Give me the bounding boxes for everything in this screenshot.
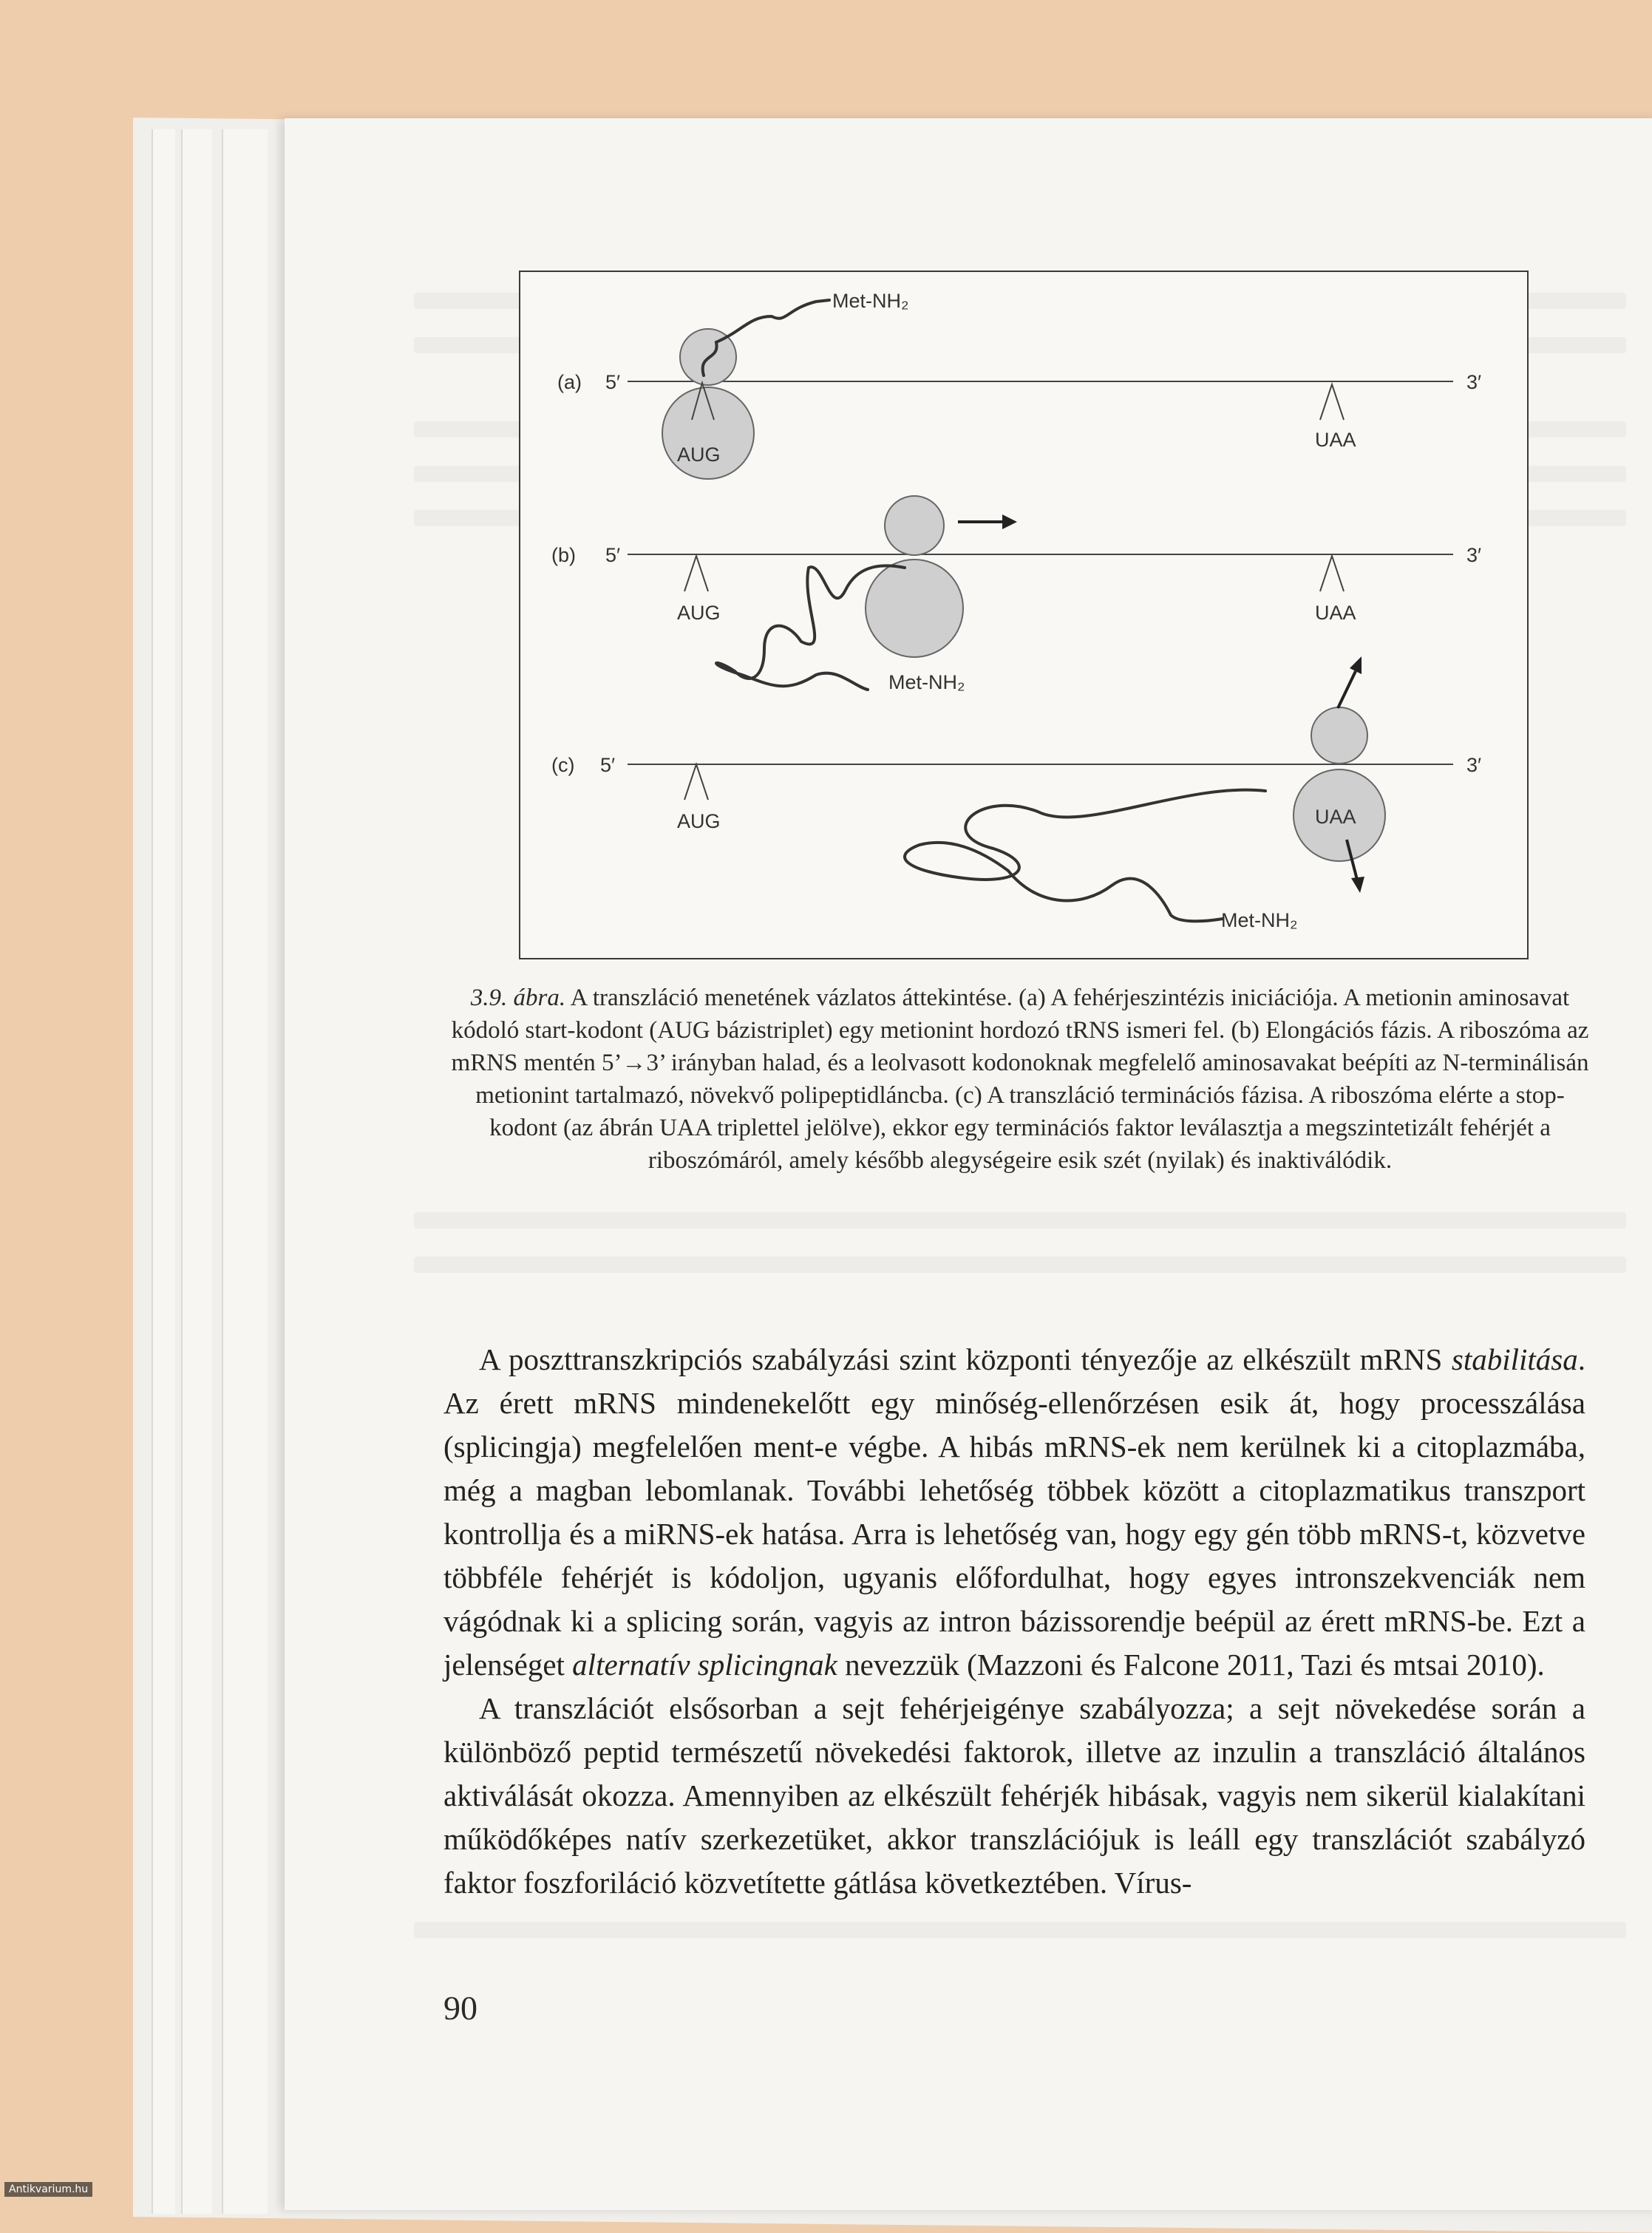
three-prime-label: 3′	[1466, 371, 1482, 393]
stop-codon-label: UAA	[1315, 429, 1356, 451]
stop-codon-mark	[1320, 556, 1344, 591]
dissociation-arrow-up	[1338, 671, 1356, 708]
text-run: nevezzük (Mazzoni és Falcone 2011, Tazi és mtsai 2010).	[837, 1648, 1545, 1682]
row-a	[557, 290, 1481, 479]
page-edge	[181, 129, 212, 2214]
aug-codon-mark	[684, 764, 708, 800]
figure-label: 3.9. ábra.	[470, 985, 566, 1011]
show-through	[414, 1922, 1626, 1938]
ribosome-small-subunit	[885, 496, 944, 555]
start-codon-label: AUG	[677, 602, 721, 624]
page-number: 90	[443, 1989, 477, 2027]
peptide-label: Met-NH₂	[1221, 909, 1298, 931]
peptide-label: Met-NH₂	[888, 671, 965, 693]
ribosome-small-subunit	[1311, 707, 1367, 764]
three-prime-label: 3′	[1466, 544, 1482, 566]
paragraph: A transzlációt elsősorban a sejt fehérjeigénye szabályozza; a sejt növekedése során a különböző peptid természetű növekedési faktorok, illetve az inzulin a transzláció általános aktiválását okozza. Amennyiben az elkészült fehérjék hibásak, vagyis nem sikerül kialakítani működőképes natív szerkezetüket, akkor transzlációjuk is leáll egy transzlációt szabályzó faktor foszforiláció közvetítette gátlása következtében. Vírus-	[443, 1691, 1585, 1900]
aug-codon-mark	[684, 556, 708, 591]
five-prime-label: 5′	[600, 754, 616, 776]
paragraph	[443, 1338, 1585, 1687]
text-run: A poszttranszkripciós szabályzási szint központi tényezője az elkészült mRNS	[479, 1342, 1452, 1376]
row-label: (b)	[551, 544, 576, 566]
start-codon-label: AUG	[677, 443, 721, 466]
show-through	[414, 1257, 1626, 1273]
five-prime-label: 5′	[605, 544, 621, 566]
figure-caption	[443, 982, 1597, 1177]
translation-diagram	[520, 272, 1527, 958]
translation-figure	[519, 271, 1529, 959]
peptide-label: Met-NH₂	[832, 290, 909, 312]
watermark: Antikvarium.hu	[4, 2182, 92, 2197]
row-b	[551, 496, 1481, 693]
stop-codon-label: UAA	[1315, 602, 1356, 624]
five-prime-label: 5′	[605, 371, 621, 393]
page-edge	[152, 129, 175, 2214]
start-codon-label: AUG	[677, 810, 721, 832]
arrow-head	[1002, 514, 1017, 529]
body-text	[443, 1338, 1585, 1905]
emphasis: stabilitása	[1451, 1342, 1578, 1376]
row-label: (c)	[551, 754, 575, 776]
emphasis: alternatív splicingnak	[572, 1648, 837, 1682]
arrow-head	[1351, 877, 1364, 893]
row-label: (a)	[557, 371, 582, 393]
show-through	[414, 1212, 1626, 1228]
stop-codon-mark	[1320, 384, 1344, 420]
caption-text: A transzláció menetének vázlatos áttekintése. (a) A fehérjeszintézis iniciációja. A metionin aminosavat kódoló start-kodont (AUG bázistriplet) egy metionint hordozó tRNS ismeri fel. (b) Elongációs fázis. A riboszóma az mRNS mentén 5’→3’ irányban halad, és a leolvasott kodonoknak megfelelő aminosavakat beépíti az N-terminálisán metionint tartalmazó, növekvő polipeptidláncba. (c) A transzláció terminációs fázisa. A riboszóma elérte a stop-kodont (az ábrán UAA triplettel jelölve), ekkor egy terminációs faktor leválasztja a megszintetizált fehérjét a riboszómáról, amely később alegységeire esik szét (nyilak) és inaktiválódik.	[451, 985, 1589, 1174]
ribosome-large-subunit	[866, 560, 963, 657]
released-peptide-chain	[905, 790, 1265, 922]
three-prime-label: 3′	[1466, 754, 1482, 776]
page-edge	[222, 129, 268, 2214]
row-c	[551, 656, 1481, 931]
stop-codon-label: UAA	[1315, 806, 1356, 828]
text-run: . Az érett mRNS mindenekelőtt egy minőség-ellenőrzésen esik át, hogy processzálása (splicingja) megfelelően ment-e végbe. A hibás mRNS-ek nem kerülnek ki a citoplazmába, még a magban lebomlanak. További lehetőség többek között a citoplazmatikus transzport kontrollja és a miRNS-ek hatása. Arra is lehetőség van, hogy egy gén több mRNS-t, közvetve többféle fehérjét is kódoljon, ugyanis előfordulhat, hogy egyes intronszekvenciák nem vágódnak ki a splicing során, vagyis az intron bázissorendje beépül az érett mRNS-be. Ezt a jelenséget	[443, 1342, 1585, 1682]
